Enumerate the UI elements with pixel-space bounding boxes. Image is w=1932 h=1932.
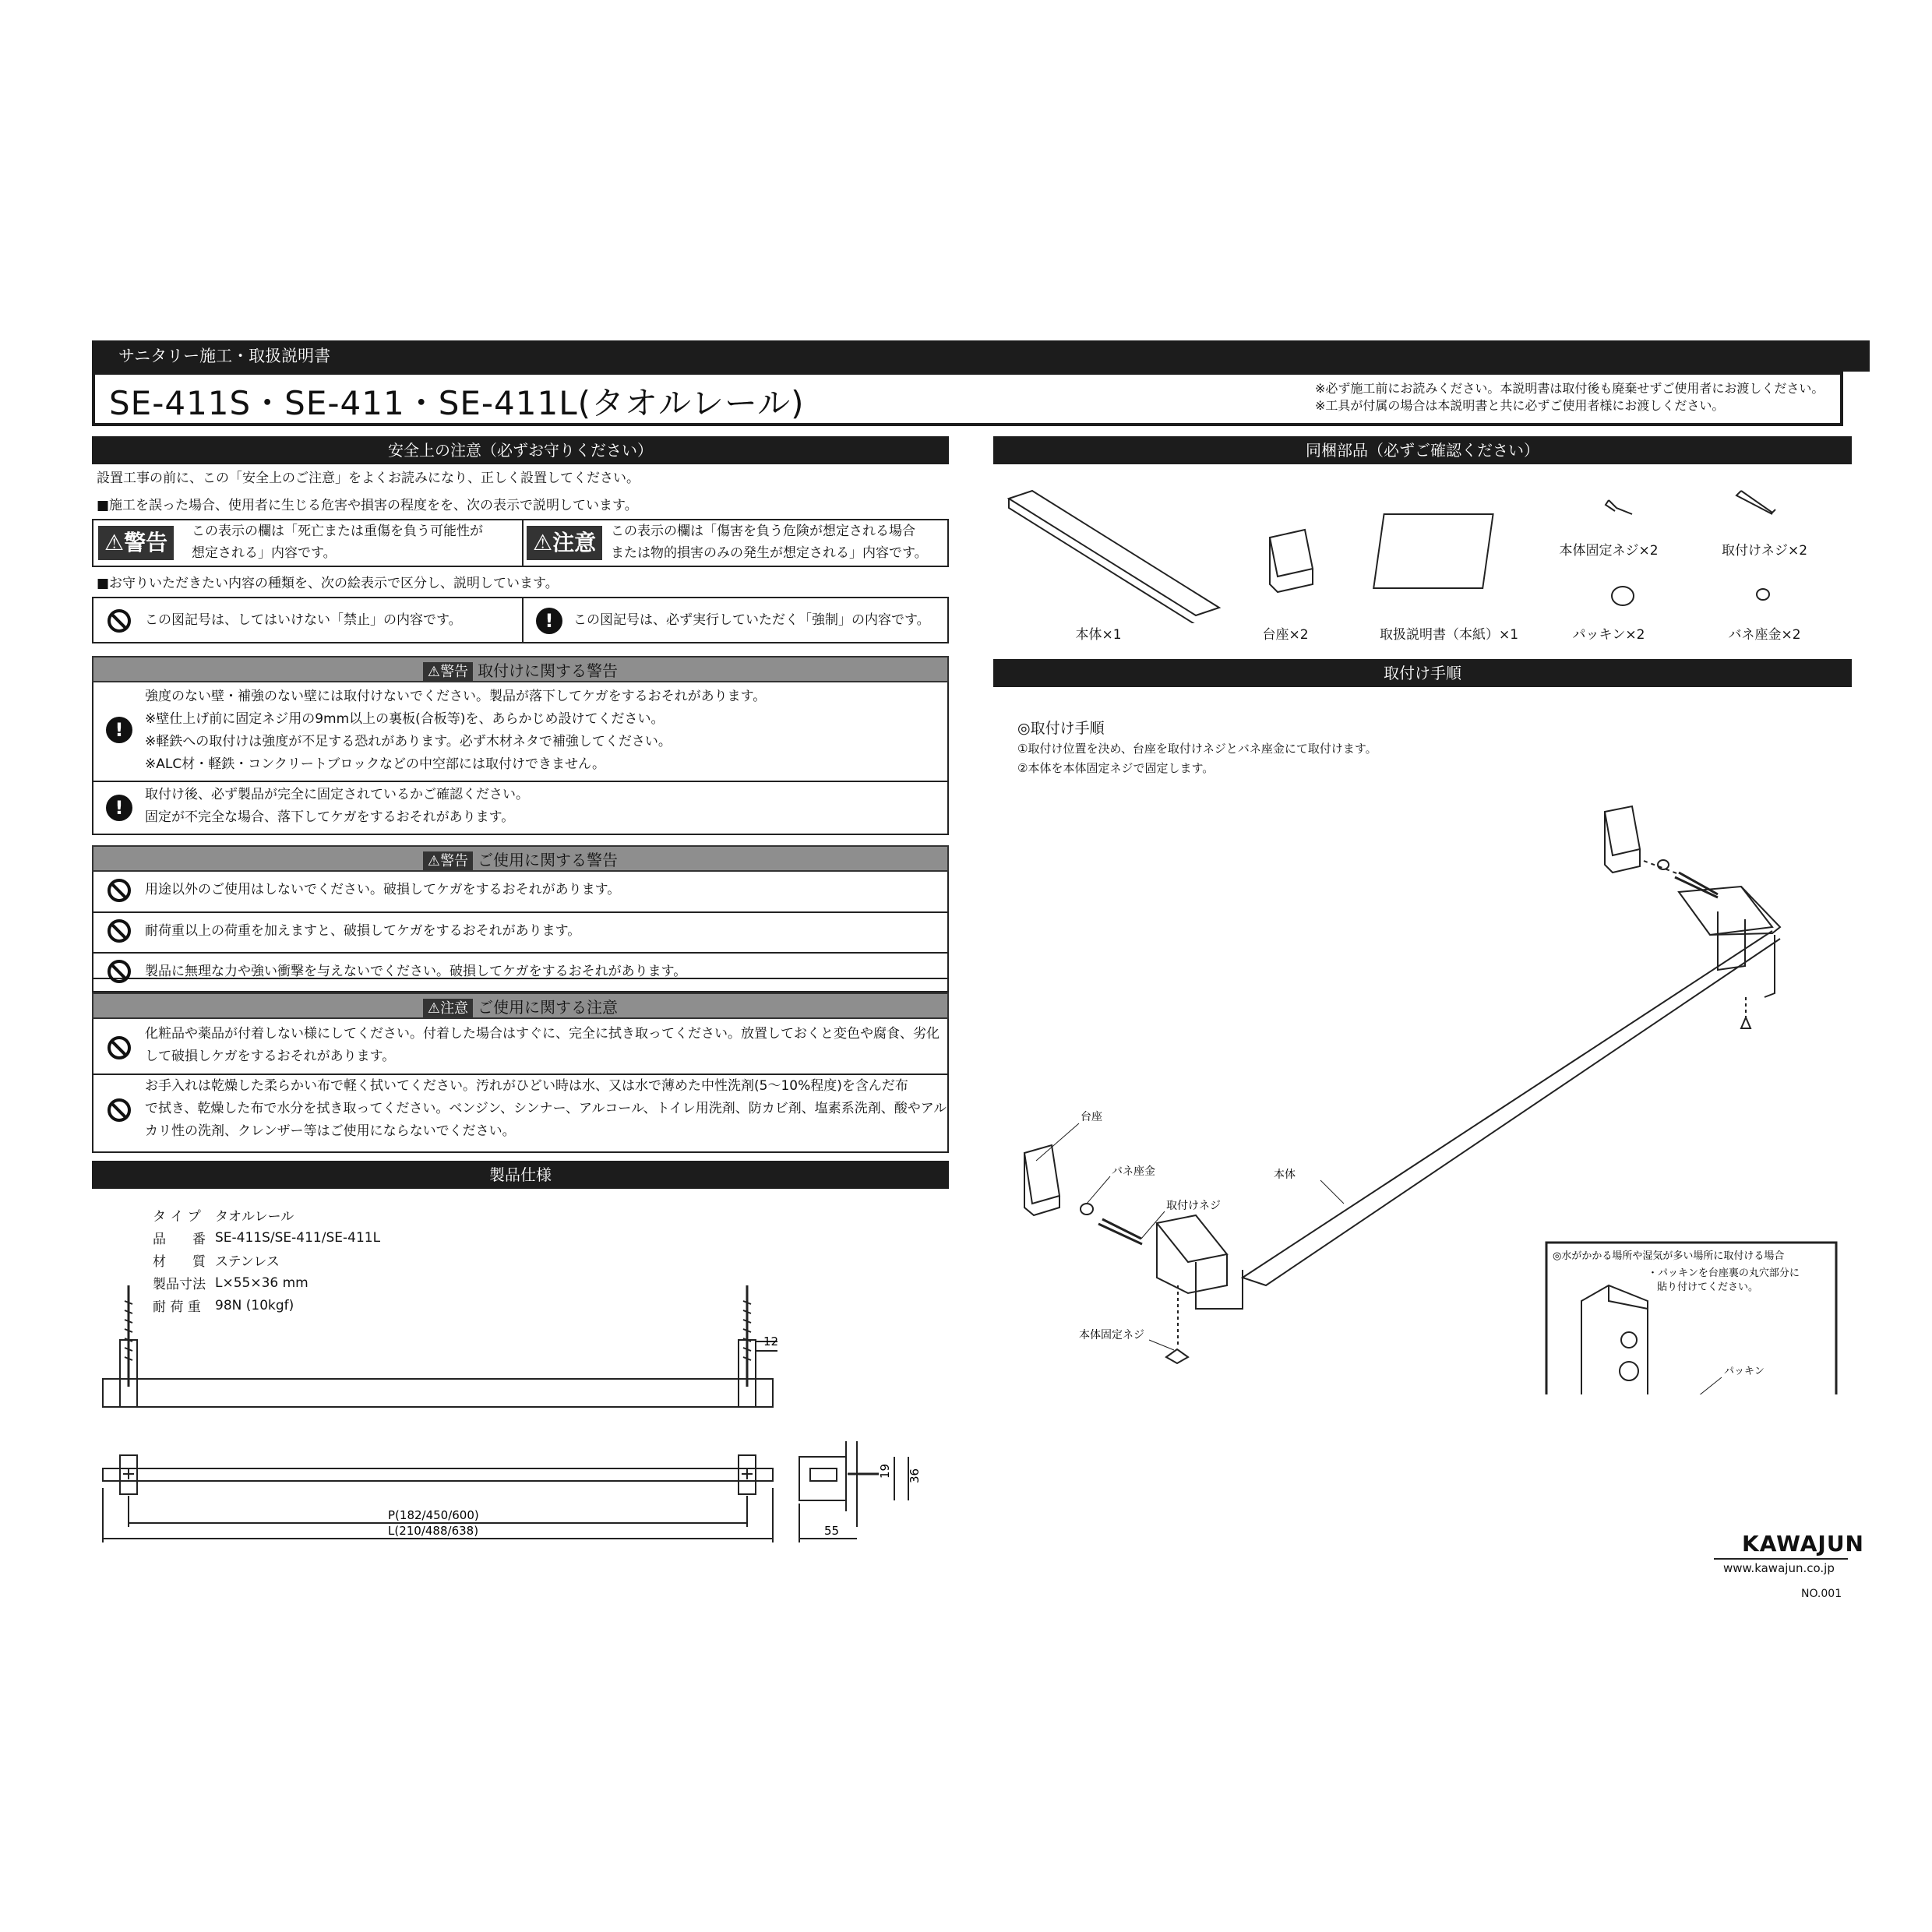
base-block-illustration bbox=[1270, 530, 1313, 592]
use-warning-item: 耐荷重以上の荷重を加えますと、破損してケガをするおそれがあります。 bbox=[145, 923, 581, 939]
part-label: 台座×2 bbox=[1262, 627, 1309, 643]
dim-12: 12 bbox=[763, 1334, 779, 1349]
part-label: 取扱説明書（本紙）×1 bbox=[1379, 627, 1519, 643]
warning-desc: この表示の欄は「死亡または重傷を負う可能性が 想定される」内容です。 bbox=[192, 524, 483, 561]
prohibit-icon bbox=[108, 1036, 131, 1059]
part-label: バネ座金×2 bbox=[1728, 627, 1801, 643]
safety-heading: 安全上の注意（必ずお守りください） bbox=[92, 436, 949, 464]
inset-note-2: 貼り付けてください。 bbox=[1657, 1282, 1759, 1293]
procedure-subtitle: ◎取付け手順 bbox=[1017, 720, 1105, 737]
prohibit-icon bbox=[108, 1098, 131, 1122]
use-warning-item: 用途以外のご使用はしないでください。破損してケガをするおそれがあります。 bbox=[145, 882, 621, 897]
notice-line-2: ※工具が付属の場合は本説明書と共に必ずご使用者様にお渡しください。 bbox=[1315, 398, 1725, 413]
spec-row: 製品寸法 L×55×36 mm bbox=[153, 1274, 308, 1292]
prohibit-icon bbox=[108, 609, 131, 633]
spec-row: 耐 荷 重 98N (10kgf) bbox=[153, 1297, 294, 1315]
install-warning-lines-1: 強度のない壁・補強のない壁には取付けないでください。製品が落下してケガをするおそれがあります。 ※壁仕上げ前に固定ネジ用の9mm以上の裏板(合板等)を、あらかじめ設けてください。 ※軽鉄への取付けは強度が不足する恐れがあります。必ず木材ネタで補強してください。 ※ALC材・軽鉄・コンクリートブロックなどの中空部には取付けできません。 bbox=[145, 689, 767, 772]
mandatory-icon: ! bbox=[536, 608, 562, 634]
inset-packing: パッキン bbox=[1724, 1366, 1765, 1377]
prohibit-icon bbox=[108, 919, 131, 943]
mandatory-desc: この図記号は、必ず実行していただく「強制」の内容です。 bbox=[573, 612, 930, 628]
caution-label: ⚠注意 bbox=[527, 526, 602, 560]
brand-url: www.kawajun.co.jp bbox=[1723, 1561, 1835, 1575]
safety-lead-1: ■施工を誤った場合、使用者に生じる危害や損害の程度をを、次の表示で説明しています。 bbox=[97, 498, 638, 513]
doc-category-bar bbox=[92, 340, 1870, 372]
dim-36: 36 bbox=[908, 1468, 922, 1483]
procedure-heading: 取付け手順 bbox=[993, 659, 1852, 687]
assembly-diagram bbox=[993, 802, 1852, 1394]
install-warning-lines-2: 取付け後、必ず製品が完全に固定されているかご確認ください。 固定が不完全な場合、落下してケガをするおそれがあります。 bbox=[145, 787, 529, 825]
procedure-step-1: ①取付け位置を決め、台座を取付けネジとバネ座金にて取付けます。 bbox=[1017, 742, 1377, 756]
dim-l: L(210/488/638) bbox=[388, 1524, 479, 1538]
towel-bar-illustration bbox=[1009, 491, 1219, 615]
prohibit-icon bbox=[108, 879, 131, 902]
mandatory-icon: ! bbox=[106, 795, 132, 821]
warning-label: ⚠警告 bbox=[98, 526, 174, 560]
notice bbox=[1315, 380, 1824, 414]
use-caution-heading: ⚠注意 ご使用に関する注意 bbox=[92, 992, 949, 1019]
dim-55: 55 bbox=[824, 1524, 840, 1538]
safety-intro: 設置工事の前に、この「安全上のご注意」をよくお読みになり、正しく設置してください。 bbox=[97, 471, 640, 486]
label-fix-screw: 本体固定ネジ bbox=[1079, 1329, 1144, 1341]
prohibit-icon bbox=[108, 960, 131, 983]
spec-heading: 製品仕様 bbox=[92, 1161, 949, 1189]
safety-lead-2: ■お守りいただきたい内容の種類を、次の絵表示で区分し、説明しています。 bbox=[97, 576, 559, 591]
manual-illustration bbox=[1373, 514, 1493, 588]
use-warning-item: 製品に無理な力や強い衝撃を与えないでください。破損してケガをするおそれがあります。 bbox=[145, 964, 687, 979]
caution-desc: この表示の欄は「傷害を負う危険が想定される場合 または物的損害のみの発生が想定される」内容です。 bbox=[611, 524, 928, 561]
label-washer: バネ座金 bbox=[1112, 1165, 1155, 1178]
doc-category: サニタリー施工・取扱説明書 bbox=[118, 347, 331, 365]
use-caution-item-1: 化粧品や薬品が付着しない様にしてください。付着した場合はすぐに、完全に拭き取ってください。放置しておくと変色や腐食、劣化 して破損しケガをするおそれがあります。 bbox=[145, 1026, 940, 1064]
label-body: 本体 bbox=[1274, 1169, 1296, 1181]
parts-heading: 同梱部品（必ずご確認ください） bbox=[993, 436, 1852, 464]
doc-number: NO.001 bbox=[1801, 1588, 1842, 1600]
part-label: 本体固定ネジ×2 bbox=[1559, 543, 1659, 559]
spec-row: 材 質 ステンレス bbox=[153, 1254, 280, 1270]
packing-illustration bbox=[1612, 587, 1634, 605]
part-label: 本体×1 bbox=[1075, 627, 1122, 643]
spec-row: 品 番 SE-411S/SE-411/SE-411L bbox=[153, 1229, 381, 1247]
doc-title: SE-411S・SE-411・SE-411L(タオルレール) bbox=[109, 384, 805, 422]
mandatory-icon: ! bbox=[106, 717, 132, 743]
mount-screw-illustration bbox=[1736, 491, 1775, 514]
notice-line-1: ※必ず施工前にお読みください。本説明書は取付後も廃棄せずご使用者にお渡しください。 bbox=[1315, 381, 1824, 396]
label-screw: 取付けネジ bbox=[1166, 1200, 1221, 1212]
part-label: パッキン×2 bbox=[1572, 627, 1645, 643]
technical-drawing bbox=[92, 1270, 957, 1558]
dim-19: 19 bbox=[878, 1463, 892, 1479]
use-caution-item-2: お手入れは乾燥した柔らかい布で軽く拭いてください。汚れがひどい時は水、又は水で薄めた中性洗剤(5～10%程度)を含んだ布 で拭き、乾燥した布で水分を拭き取ってください。ベンジン、シンナー、アルコール、トイレ用洗剤、防カビ剤、塩素系洗剤、酸やアル カリ性の洗剤、クレンザー等はご使用にならないでください。 bbox=[145, 1078, 947, 1139]
inset-title: ◎水がかかる場所や湿気が多い場所に取付ける場合 bbox=[1553, 1250, 1785, 1262]
install-warning-heading: ⚠警告 取付けに関する警告 bbox=[92, 656, 949, 682]
inset-note-1: ・パッキンを台座裏の丸穴部分に bbox=[1648, 1267, 1800, 1279]
brand-logo: KAWAJUN bbox=[1742, 1531, 1864, 1557]
label-base: 台座 bbox=[1081, 1111, 1102, 1123]
part-label: 取付けネジ×2 bbox=[1721, 543, 1808, 559]
dim-p: P(182/450/600) bbox=[388, 1508, 479, 1522]
spec-row: タ イ プ タオルレール bbox=[153, 1209, 294, 1225]
use-warning-heading: ⚠警告 ご使用に関する警告 bbox=[92, 845, 949, 872]
fix-screw-illustration bbox=[1606, 500, 1632, 514]
prohibit-desc: この図記号は、してはいけない「禁止」の内容です。 bbox=[145, 612, 462, 628]
washer-illustration bbox=[1757, 589, 1769, 600]
procedure-step-2: ②本体を本体固定ネジで固定します。 bbox=[1017, 761, 1215, 775]
